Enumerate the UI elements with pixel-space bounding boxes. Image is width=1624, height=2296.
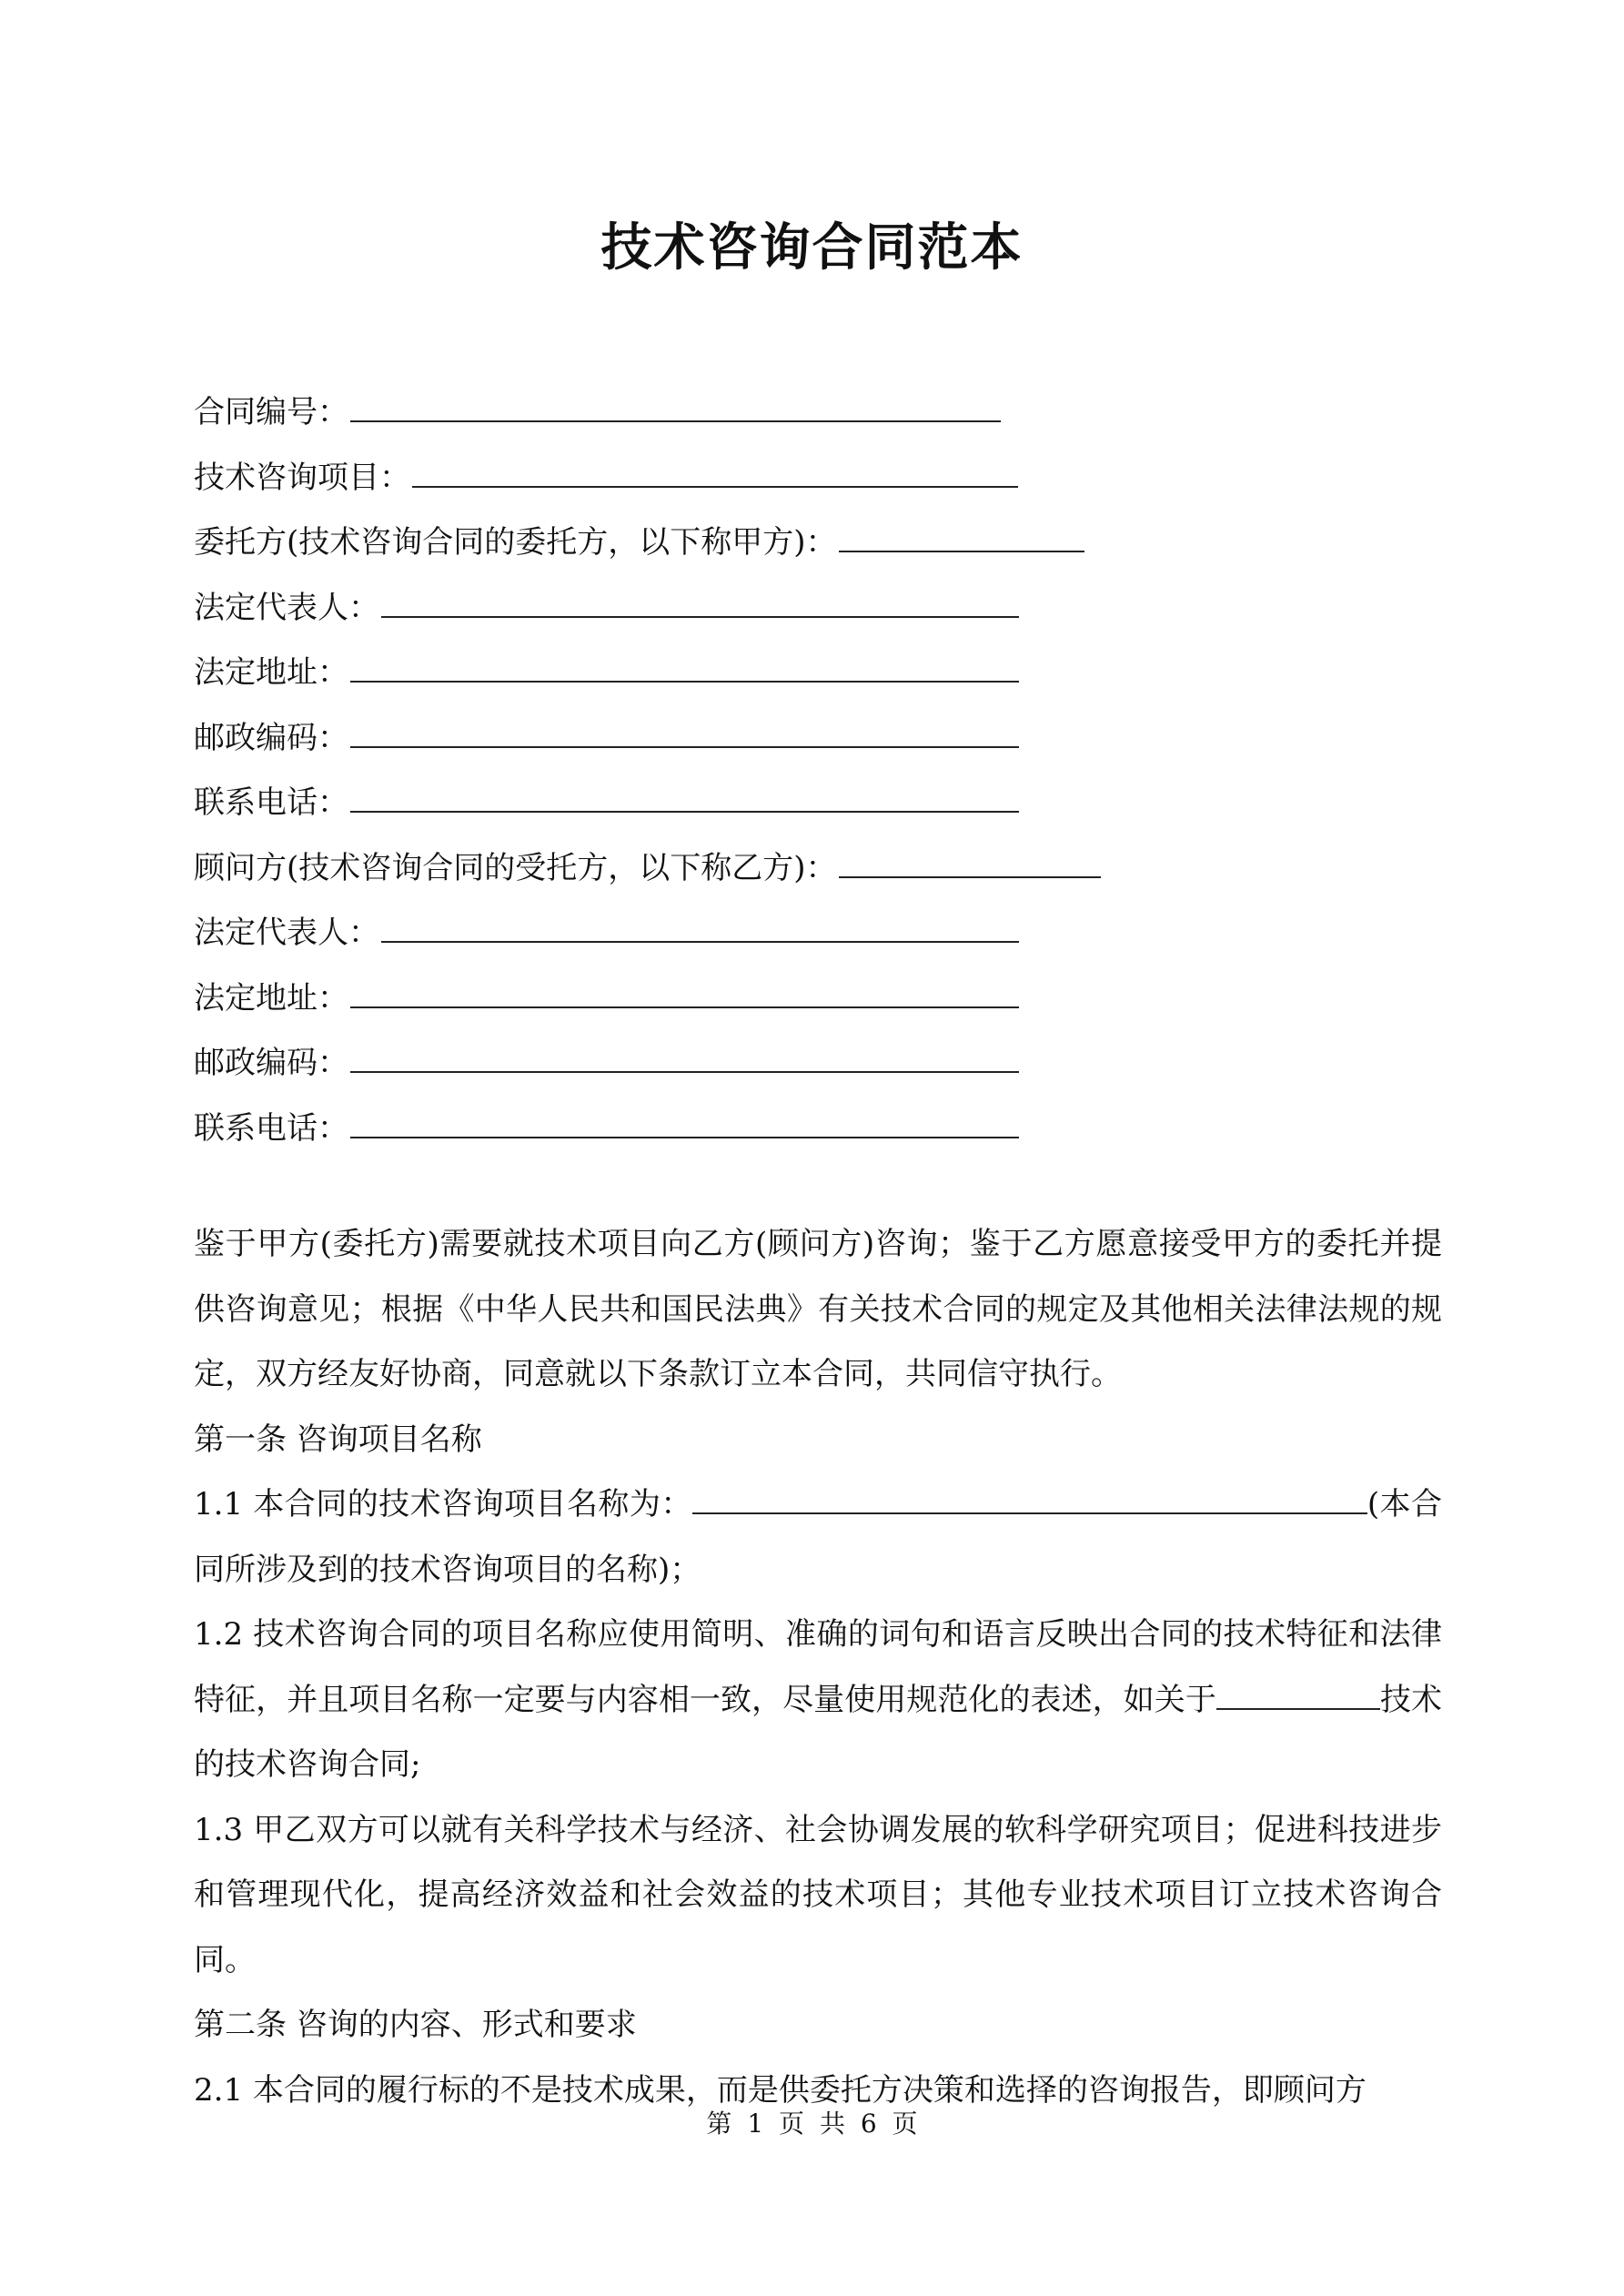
client-postcode-blank[interactable] bbox=[350, 712, 1019, 748]
field-label: 顾问方(技术咨询合同的受托方，以下称乙方)： bbox=[194, 849, 837, 886]
consultant-party-blank[interactable] bbox=[839, 842, 1101, 878]
project-name-blank[interactable] bbox=[692, 1482, 1367, 1514]
consultant-party-field bbox=[194, 836, 1449, 902]
field-label: 法定代表人： bbox=[194, 589, 379, 626]
consultant-postcode-blank[interactable] bbox=[350, 1037, 1019, 1073]
consultant-postcode-field bbox=[194, 1031, 1449, 1097]
clause-1-3: 1.3 甲乙双方可以就有关科学技术与经济、社会协调发展的软科学研究项目；促进科技进步和管理现代化，提高经济效益和社会效益的技术项目；其他专业技术项目订立技术咨询合同。 bbox=[194, 1811, 1442, 1978]
party-info-fields bbox=[194, 380, 1449, 1161]
field-label: 联系电话： bbox=[194, 1109, 348, 1147]
clause-1-2-suffix: 技术的技术咨询合同; bbox=[194, 1681, 1443, 1783]
client-party-field bbox=[194, 511, 1449, 576]
field-label: 法定地址： bbox=[194, 654, 348, 691]
preamble-paragraph: 鉴于甲方(委托方)需要就技术项目向乙方(顾问方)咨询；鉴于乙方愿意接受甲方的委托并提供咨询意见；根据《中华人民共和国民法典》有关技术合同的规定及其他相关法律法规的规定，双方经友好协商，同意就以下条款订立本合同，共同信守执行。 bbox=[194, 1226, 1442, 1392]
client-postcode-field bbox=[194, 706, 1449, 772]
technology-name-blank[interactable] bbox=[1216, 1677, 1380, 1710]
field-label: 委托方(技术咨询合同的委托方，以下称甲方)： bbox=[194, 524, 837, 561]
page-number: 第 1 页 共 6 页 bbox=[706, 2109, 918, 2139]
consultant-legal-rep-blank[interactable] bbox=[381, 906, 1019, 943]
client-party-blank[interactable] bbox=[839, 516, 1084, 552]
field-label: 邮政编码： bbox=[194, 719, 348, 756]
field-label: 邮政编码： bbox=[194, 1045, 348, 1081]
article-2-heading: 第二条 咨询的内容、形式和要求 bbox=[194, 2007, 637, 2043]
contract-number-blank[interactable] bbox=[350, 386, 1001, 422]
clause-1-2-text: 1.2 技术咨询合同的项目名称应使用简明、准确的词句和语言反映出合同的技术特征和法律特征，并且项目名称一定要与内容相一致，尽量使用规范化的表述，如关于 bbox=[194, 1616, 1442, 1718]
consultant-phone-field bbox=[194, 1097, 1449, 1162]
field-label: 合同编号： bbox=[194, 394, 348, 430]
field-label: 法定代表人： bbox=[194, 915, 379, 951]
consultant-phone-blank[interactable] bbox=[350, 1102, 1019, 1138]
contract-body bbox=[194, 1212, 1442, 2123]
consultant-address-blank[interactable] bbox=[350, 972, 1019, 1008]
document-title: 技术咨询合同范本 bbox=[600, 218, 1024, 278]
client-legal-rep-blank[interactable] bbox=[381, 582, 1019, 618]
article-1-heading: 第一条 咨询项目名称 bbox=[194, 1421, 482, 1458]
field-label: 技术咨询项目： bbox=[194, 459, 410, 496]
consultant-address-field bbox=[194, 966, 1449, 1032]
field-label: 法定地址： bbox=[194, 979, 348, 1017]
clause-1-1-suffix: (本合同所涉及到的技术咨询项目的名称)； bbox=[194, 1486, 1442, 1588]
consultant-legal-rep-field bbox=[194, 901, 1449, 966]
client-phone-field bbox=[194, 771, 1449, 836]
clause-1-2 bbox=[194, 1603, 1442, 1798]
client-address-blank[interactable] bbox=[350, 646, 1019, 683]
client-address-field bbox=[194, 641, 1449, 706]
client-phone-blank[interactable] bbox=[350, 776, 1019, 813]
clause-1-1-text: 1.1 本合同的技术咨询项目名称为： bbox=[194, 1486, 692, 1522]
consulting-project-field bbox=[194, 446, 1449, 511]
contract-number-field bbox=[194, 380, 1449, 446]
field-label: 联系电话： bbox=[194, 784, 348, 821]
clause-1-1 bbox=[194, 1472, 1442, 1603]
client-legal-rep-field bbox=[194, 576, 1449, 642]
clause-2-1: 2.1 本合同的履行标的不是技术成果，而是供委托方决策和选择的咨询报告，即顾问方 bbox=[194, 2071, 1367, 2109]
consulting-project-blank[interactable] bbox=[412, 451, 1018, 488]
